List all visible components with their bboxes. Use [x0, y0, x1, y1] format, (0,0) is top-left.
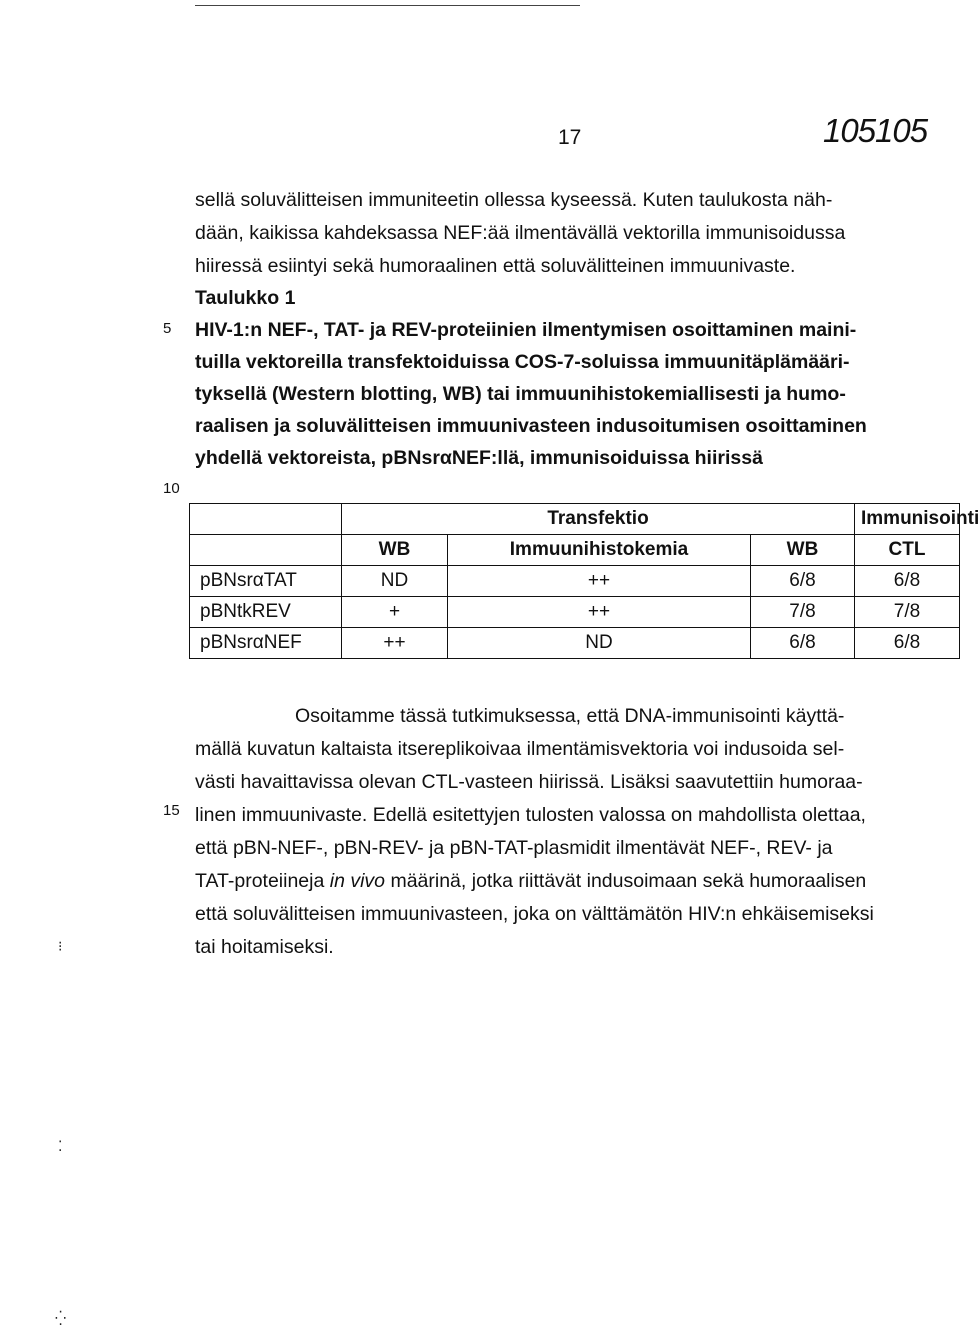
caption-line: tyksellä (Western blotting, WB) tai immuunihistokemiallisesti ja humo- — [195, 383, 846, 405]
header-ihc: Immuunihistokemia — [448, 535, 751, 566]
caption-line: tuilla vektoreilla transfektoiduissa COS-7-soluissa immuunitäplämääri- — [195, 351, 850, 373]
cell-ctl: 7/8 — [855, 597, 960, 628]
cell-wb: ++ — [342, 628, 448, 659]
cell-ctl: 6/8 — [855, 566, 960, 597]
cell-ihc: ++ — [448, 566, 751, 597]
cell-wb-immunization: 6/8 — [751, 566, 855, 597]
line-number-15: 15 — [163, 802, 180, 819]
table-caption-heading: Taulukko 1 — [195, 287, 296, 309]
empty-corner-cell — [190, 535, 342, 566]
text-line: hiiressä esiintyi sekä humoraalinen että soluvälitteinen immuunivaste. — [195, 255, 796, 277]
text-line: tai hoitamiseksi. — [195, 936, 334, 958]
top-rule — [195, 5, 580, 6]
italic-text: in vivo — [329, 870, 386, 892]
caption-line: HIV-1:n NEF-, TAT- ja REV-proteiinien ilmentymisen osoittaminen maini- — [195, 319, 857, 341]
text-line: Osoitamme tässä tutkimuksessa, että DNA-immunisointi käyttä- — [295, 705, 845, 727]
table-sub-header-row — [190, 535, 960, 566]
text-line — [195, 865, 945, 898]
scan-speck: ⁚ — [58, 1138, 63, 1154]
text-line: mällä kuvatun kaltaista itsereplikoivaa ilmentämisvektoria voi indusoida sel- — [195, 738, 845, 760]
cell-ctl: 6/8 — [855, 628, 960, 659]
scan-speck: ⁛ — [55, 1310, 67, 1326]
header-wb: WB — [342, 535, 448, 566]
paragraph-conclusion — [195, 700, 945, 964]
text-line: että soluvälitteisen immuunivasteen, joka on välttämätön HIV:n ehkäisemiseksi — [195, 903, 874, 925]
cell-ihc: ++ — [448, 597, 751, 628]
text-line: västi havaittavissa olevan CTL-vasteen hiirissä. Lisäksi saavutettiin humoraa- — [195, 771, 863, 793]
page-number: 17 — [558, 126, 582, 149]
document-number: 105105 — [823, 112, 928, 149]
cell-wb: + — [342, 597, 448, 628]
text-segment: määrinä, jotka riittävät indusoimaan sekä humoraalisen — [385, 870, 867, 892]
line-number-5: 5 — [163, 320, 172, 337]
empty-corner-cell — [190, 504, 342, 535]
cell-ihc: ND — [448, 628, 751, 659]
line-number-10: 10 — [163, 480, 180, 497]
cell-wb-immunization: 6/8 — [751, 628, 855, 659]
caption-line: yhdellä vektoreista, pBNsrαNEF:llä, immunisoiduissa hiirissä — [195, 447, 763, 469]
text-line: dään, kaikissa kahdeksassa NEF:ää ilmentävällä vektorilla immunisoidussa — [195, 222, 846, 244]
table-group-header-row — [190, 504, 960, 535]
table-row — [190, 597, 960, 628]
text-segment: TAT-proteiineja — [195, 870, 330, 892]
cell-wb: ND — [342, 566, 448, 597]
table-row — [190, 628, 960, 659]
paragraph-intro — [195, 184, 945, 283]
text-line: linen immuunivaste. Edellä esitettyjen tulosten valossa on mahdollista olettaa, — [195, 804, 866, 826]
header-immunization: Immunisointi — [855, 504, 960, 535]
header-transfection: Transfektio — [342, 504, 855, 535]
row-label: pBNtkREV — [190, 597, 342, 628]
results-table — [189, 503, 979, 659]
caption-line: raalisen ja soluvälitteisen immuunivasteen indusoitumisen osoittaminen — [195, 415, 867, 437]
table-row — [190, 566, 960, 597]
header-ctl: CTL — [855, 535, 960, 566]
cell-wb-immunization: 7/8 — [751, 597, 855, 628]
table-caption — [195, 314, 947, 474]
scan-speck: ⁝ — [58, 938, 63, 954]
row-label: pBNsrαTAT — [190, 566, 342, 597]
row-label: pBNsrαNEF — [190, 628, 342, 659]
header-wb-immunization: WB — [751, 535, 855, 566]
text-line: että pBN-NEF-, pBN-REV- ja pBN-TAT-plasmidit ilmentävät NEF-, REV- ja — [195, 837, 833, 859]
text-line: sellä soluvälitteisen immuniteetin ollessa kyseessä. Kuten taulukosta näh- — [195, 189, 833, 211]
